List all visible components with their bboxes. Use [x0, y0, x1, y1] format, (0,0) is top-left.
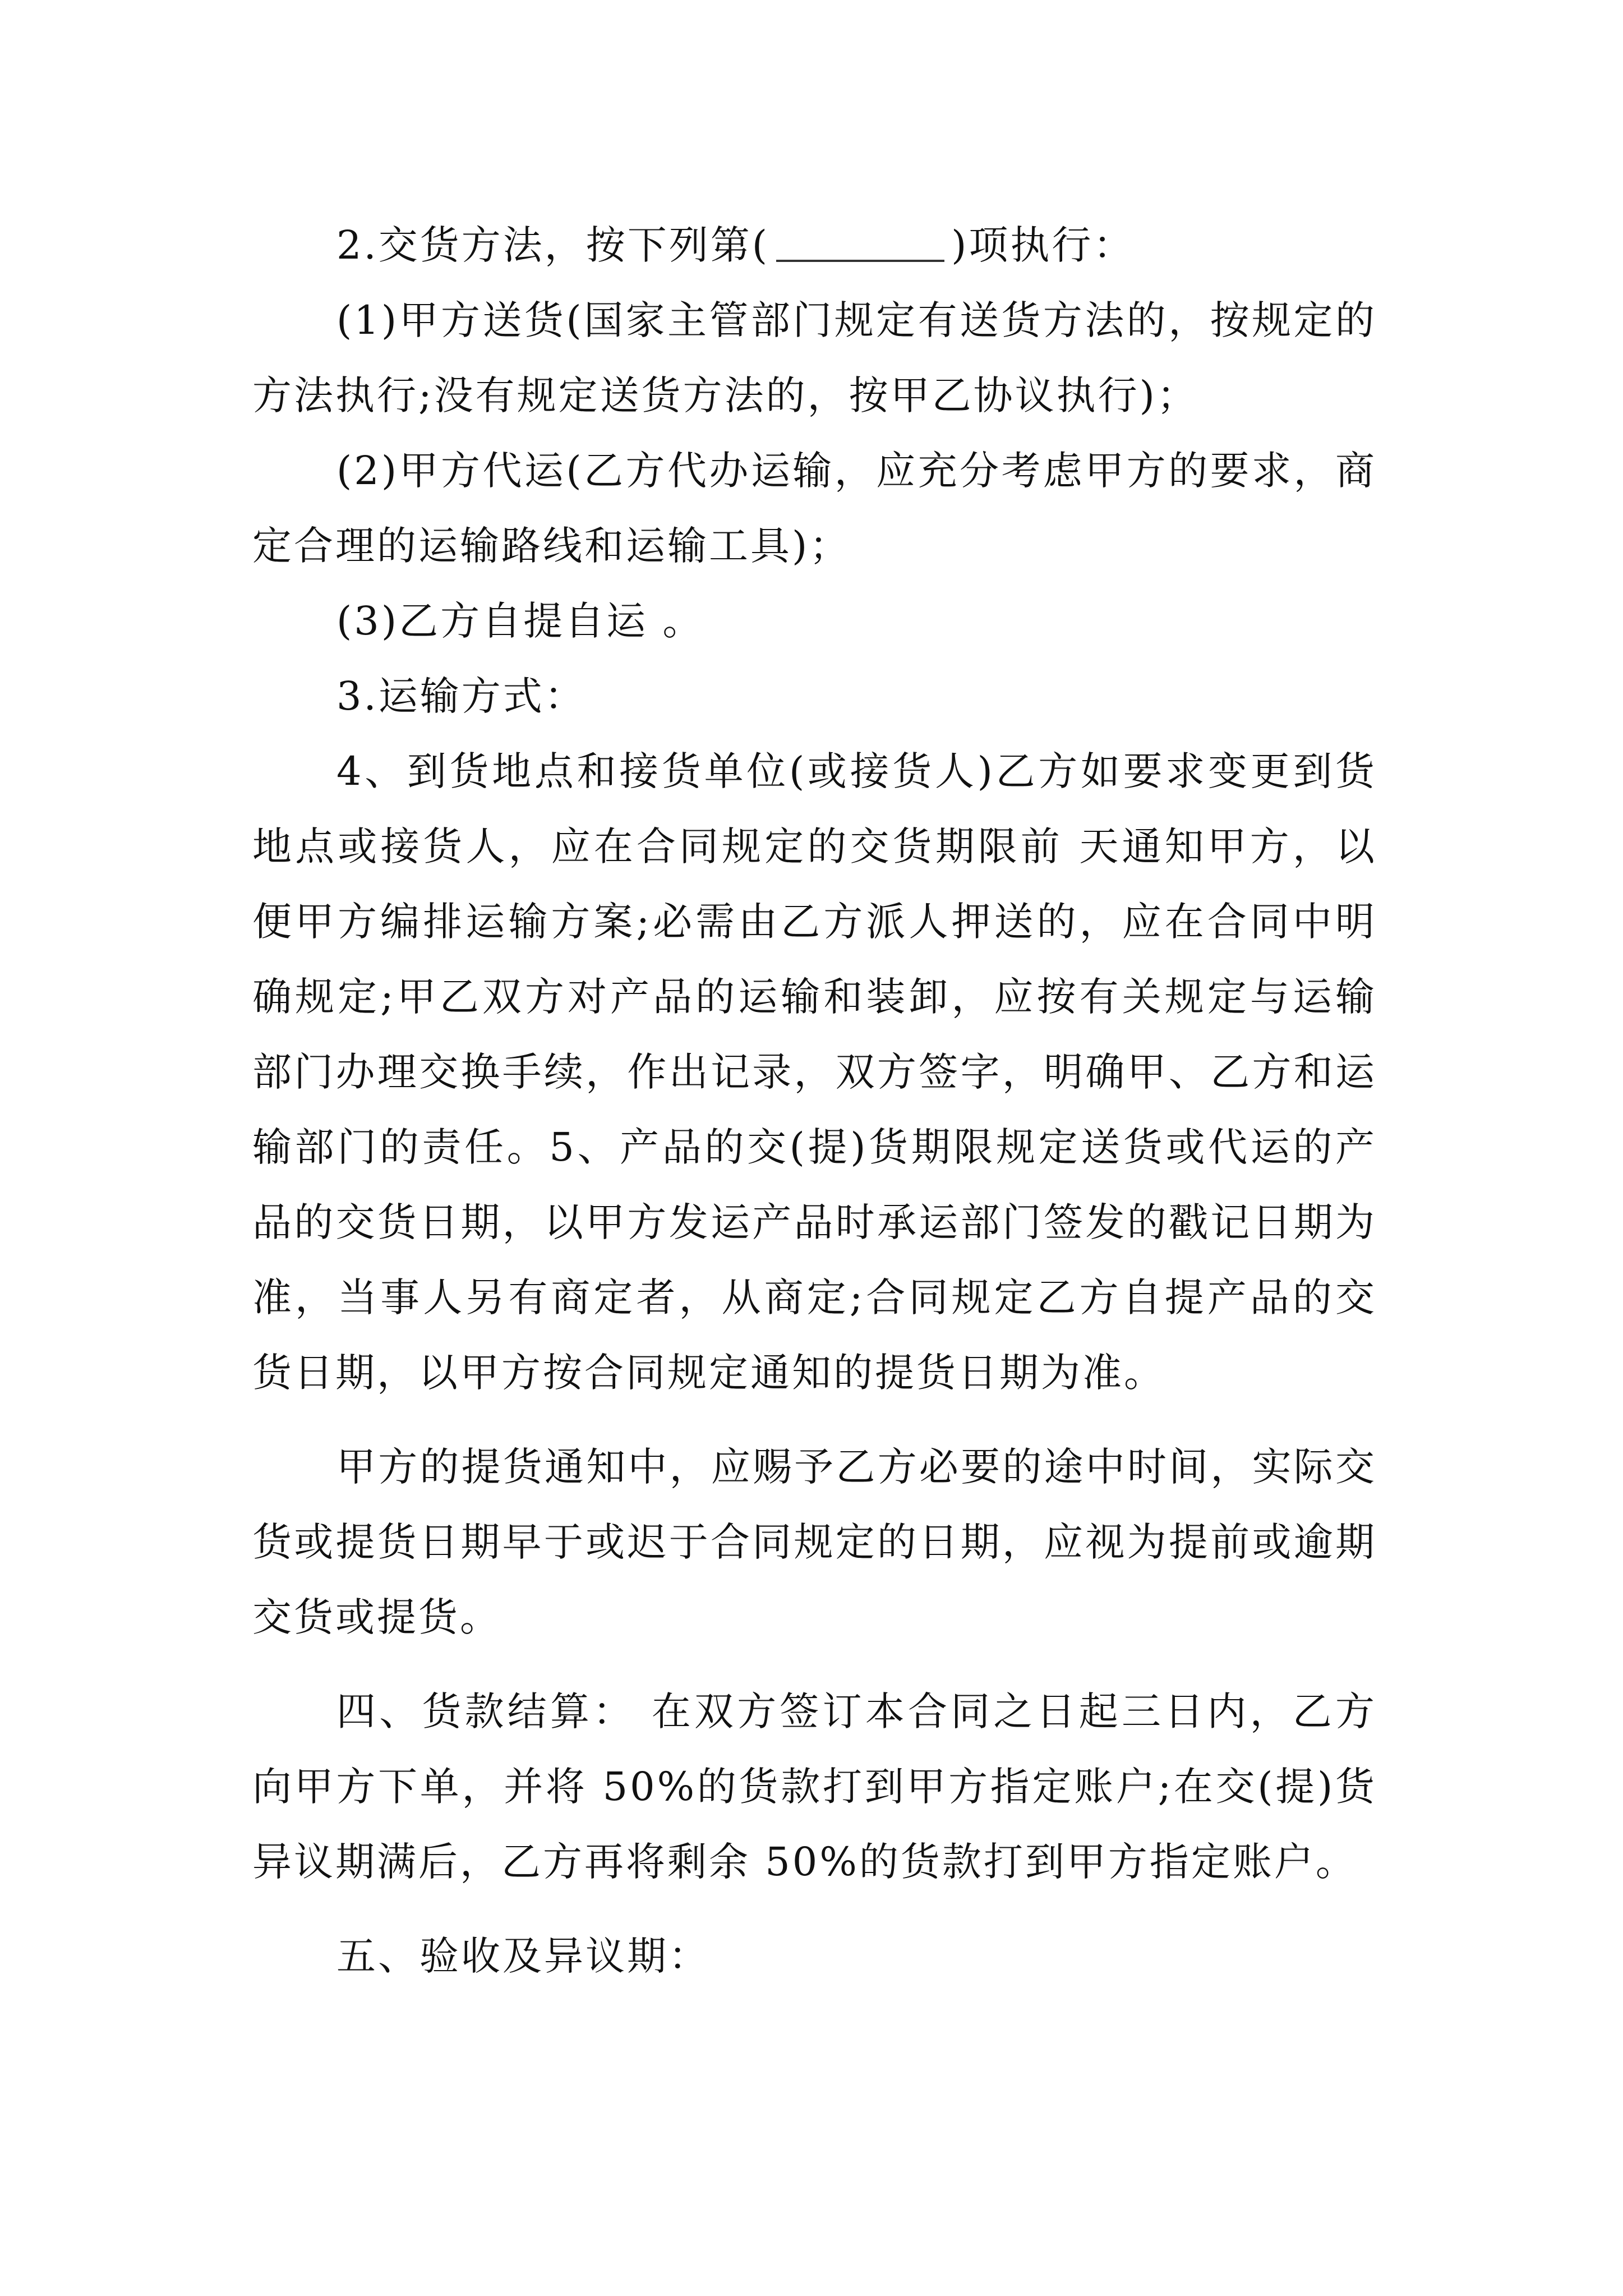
delivery-method-text-end: )项执行：	[951, 222, 1135, 268]
payment-settlement-section: 四、货款结算： 在双方签订本合同之日起三日内，乙方向甲方下单，并将 50%的货款打到甲方指定账户;在交(提)货异议期满后，乙方再将剩余 50%的货款打到甲方指定账户。	[252, 1688, 1377, 1885]
acceptance-section-heading: 五、验收及异议期：	[336, 1933, 710, 1979]
pickup-notice-paragraph: 甲方的提货通知中，应赐予乙方必要的途中时间，实际交货或提货日期早于或迟于合同规定的日期，应视为提前或逾期交货或提货。	[252, 1444, 1377, 1640]
option-seller-delivery: (1)甲方送货(国家主管部门规定有送货方法的，按规定的方法执行;没有规定送货方法的，按甲乙协议执行)；	[252, 297, 1377, 418]
destination-and-period-clause: 4、到货地点和接货单位(或接货人)乙方如要求变更到货地点或接货人，应在合同规定的交货期限前 天通知甲方，以便甲方编排运输方案;必需由乙方派人押送的，应在合同中明确规定;甲乙双方对产品的运输和装卸，应按有关规定与运输部门办理交换手续，作出记录，双方签字，明确甲、乙方和运输部门的责任。5、产品的交(提)货期限规定送货或代运的产品的交货日期，以甲方发运产品时承运部门签发的戳记日期为准，当事人另有商定者，从商定;合同规定乙方自提产品的交货日期，以甲方按合同规定通知的提货日期为准。	[252, 748, 1377, 1396]
delivery-method-clause	[252, 208, 1377, 283]
fill-in-blank	[776, 260, 944, 262]
delivery-method-text: 2.交货方法，按下列第(	[336, 222, 770, 268]
transport-mode-clause: 3.运输方式：	[336, 673, 586, 719]
option-buyer-pickup: (3)乙方自提自运 。	[336, 598, 704, 644]
option-seller-shipping: (2)甲方代运(乙方代办运输，应充分考虑甲方的要求，商定合理的运输路线和运输工具)；	[252, 448, 1377, 569]
contract-text	[252, 208, 1377, 1994]
